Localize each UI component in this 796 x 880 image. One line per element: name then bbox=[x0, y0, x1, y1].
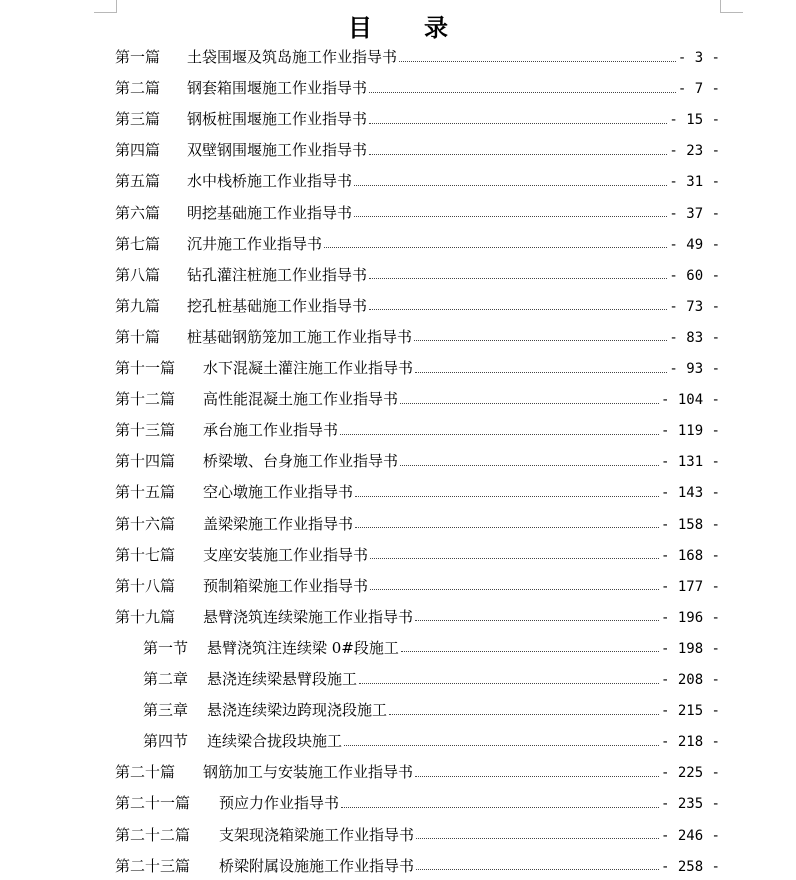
toc-entry-title: 水下混凝土灌注施工作业指导书 bbox=[203, 359, 414, 377]
toc-dot-leader bbox=[324, 247, 667, 248]
toc-entry-number: 第十七篇 bbox=[115, 545, 176, 564]
toc-entry-number: 第二十二篇 bbox=[115, 825, 191, 844]
toc-heading-char-1: 目 bbox=[348, 13, 372, 42]
toc-entry[interactable] bbox=[115, 170, 720, 192]
toc-entry-page: - 131 - bbox=[660, 454, 720, 471]
toc-dot-leader bbox=[400, 465, 659, 466]
toc-dot-leader bbox=[369, 278, 667, 279]
toc-entry-number: 第二十三篇 bbox=[115, 856, 191, 875]
toc-entry[interactable] bbox=[115, 419, 720, 441]
toc-entry-number: 第九篇 bbox=[115, 296, 161, 315]
toc-entry[interactable] bbox=[115, 326, 720, 348]
toc-entry-title: 盖梁梁施工作业指导书 bbox=[203, 514, 354, 533]
toc-entry-number: 第三篇 bbox=[115, 110, 161, 129]
toc-dot-leader bbox=[400, 403, 659, 404]
toc-entry-number: 第十三篇 bbox=[115, 421, 176, 440]
toc-entry[interactable] bbox=[115, 108, 720, 130]
toc-dot-leader bbox=[369, 123, 667, 124]
toc-entry-title: 桥梁附属设施施工作业指导书 bbox=[219, 856, 415, 875]
toc-entry-title: 空心墩施工作业指导书 bbox=[203, 483, 354, 502]
toc-entry-page: - 218 - bbox=[660, 734, 720, 751]
toc-entry-page: - 235 - bbox=[660, 796, 720, 813]
toc-entry-title: 预应力作业指导书 bbox=[219, 794, 340, 813]
toc-entry-page: - 104 - bbox=[660, 392, 720, 409]
toc-dot-leader bbox=[415, 776, 659, 777]
toc-entry[interactable] bbox=[115, 295, 720, 317]
toc-entry[interactable] bbox=[115, 513, 720, 535]
toc-entry-title: 钢筋加工与安装施工作业指导书 bbox=[203, 763, 414, 782]
toc-entry-page: - 119 - bbox=[660, 423, 720, 440]
toc-dot-leader bbox=[399, 61, 676, 62]
toc-entry-page: - 168 - bbox=[660, 547, 720, 564]
toc-entry-title: 桥梁墩、台身施工作业指导书 bbox=[203, 452, 399, 471]
toc-entry-page: - 60 - bbox=[669, 267, 720, 284]
toc-entry-number: 第十四篇 bbox=[115, 452, 176, 471]
toc-dot-leader bbox=[415, 372, 667, 373]
toc-entry-number: 第三章 bbox=[143, 701, 189, 720]
toc-entry-title: 明挖基础施工作业指导书 bbox=[187, 203, 353, 222]
toc-entry-title: 沉井施工作业指导书 bbox=[187, 234, 323, 253]
toc-entry-title: 挖孔桩基础施工作业指导书 bbox=[187, 296, 368, 315]
toc-entry-title: 水中栈桥施工作业指导书 bbox=[187, 172, 353, 191]
toc-entry[interactable] bbox=[115, 824, 720, 846]
toc-dot-leader bbox=[354, 216, 667, 217]
toc-entry-title: 双壁钢围堰施工作业指导书 bbox=[187, 141, 368, 160]
toc-entry-page: - 215 - bbox=[660, 703, 720, 720]
toc-dot-leader bbox=[414, 340, 667, 341]
toc-entry[interactable] bbox=[143, 730, 720, 752]
toc-entry-title: 桩基础钢筋笼加工施工作业指导书 bbox=[187, 327, 413, 346]
toc-entry-number: 第十八篇 bbox=[115, 576, 176, 595]
toc-entry[interactable] bbox=[115, 264, 720, 286]
toc-dot-leader bbox=[355, 527, 659, 528]
toc-entry[interactable] bbox=[115, 606, 720, 628]
toc-dot-leader bbox=[359, 683, 659, 684]
toc-dot-leader bbox=[369, 154, 667, 155]
toc-entry-title: 钢套箱围堰施工作业指导书 bbox=[187, 79, 368, 98]
toc-entry-number: 第十一篇 bbox=[115, 359, 176, 377]
toc-entry-page: - 158 - bbox=[660, 516, 720, 533]
toc-entry[interactable] bbox=[115, 575, 720, 597]
toc-dot-leader bbox=[415, 620, 659, 621]
toc-entry-page: - 93 - bbox=[669, 361, 720, 377]
toc-entry-title: 预制箱梁施工作业指导书 bbox=[203, 576, 369, 595]
toc-entry-title: 支架现浇箱梁施工作业指导书 bbox=[219, 825, 415, 844]
toc-entry-title: 支座安装施工作业指导书 bbox=[203, 545, 369, 564]
toc-entry-page: - 49 - bbox=[669, 236, 720, 253]
toc-entry-number: 第四节 bbox=[143, 732, 189, 751]
toc-entry-number: 第十九篇 bbox=[115, 607, 176, 626]
toc-entry-page: - 3 - bbox=[677, 50, 720, 66]
toc-entry-page: - 177 - bbox=[660, 578, 720, 595]
toc-entry-page: - 143 - bbox=[660, 485, 720, 502]
toc-entry-title: 连续梁合拢段块施工 bbox=[207, 732, 343, 751]
toc-dot-leader bbox=[370, 589, 659, 590]
toc-dot-leader bbox=[344, 745, 659, 746]
toc-entry-page: - 196 - bbox=[660, 609, 720, 626]
toc-entry-number: 第十五篇 bbox=[115, 483, 176, 502]
toc-entry-number: 第八篇 bbox=[115, 265, 161, 284]
toc-entry-title: 钻孔灌注桩施工作业指导书 bbox=[187, 265, 368, 284]
toc-entry-title: 高性能混凝土施工作业指导书 bbox=[203, 390, 399, 409]
toc-entry[interactable] bbox=[143, 699, 720, 721]
toc-entry[interactable] bbox=[115, 761, 720, 783]
toc-entry-page: - 246 - bbox=[660, 827, 720, 844]
toc-entry-page: - 15 - bbox=[669, 112, 720, 129]
toc-entry-title: 悬浇连续梁悬臂段施工 bbox=[207, 670, 358, 688]
toc-heading bbox=[0, 8, 796, 43]
toc-dot-leader bbox=[369, 309, 667, 310]
toc-entry[interactable] bbox=[115, 357, 720, 379]
toc-entry[interactable] bbox=[115, 233, 720, 255]
toc-entry-number: 第七篇 bbox=[115, 234, 161, 253]
toc-heading-char-2: 录 bbox=[424, 13, 448, 42]
toc-entry[interactable] bbox=[115, 46, 720, 68]
toc-entry[interactable] bbox=[115, 544, 720, 566]
toc-entry-number: 第十六篇 bbox=[115, 514, 176, 533]
toc-dot-leader bbox=[369, 92, 676, 93]
toc-entry[interactable] bbox=[115, 450, 720, 472]
toc-entry-page: - 198 - bbox=[660, 640, 720, 657]
toc-entry-page: - 31 - bbox=[669, 174, 720, 191]
toc-dot-leader bbox=[340, 434, 659, 435]
toc-entry-number: 第四篇 bbox=[115, 141, 161, 160]
toc-entry-page: - 225 - bbox=[660, 765, 720, 782]
toc-entry-page: - 37 - bbox=[669, 205, 720, 222]
toc-entry[interactable] bbox=[115, 139, 720, 161]
toc-entry[interactable] bbox=[143, 637, 720, 659]
toc-entry[interactable] bbox=[115, 792, 720, 814]
toc-entry-number: 第五篇 bbox=[115, 172, 161, 191]
toc-dot-leader bbox=[341, 807, 659, 808]
toc-dot-leader bbox=[416, 869, 659, 870]
toc-entry-number: 第二章 bbox=[143, 670, 189, 688]
toc-entry[interactable] bbox=[115, 855, 720, 877]
toc-entry-title: 承台施工作业指导书 bbox=[203, 421, 339, 440]
toc-entry-number: 第二篇 bbox=[115, 79, 161, 98]
toc-entry-number: 第十篇 bbox=[115, 327, 161, 346]
toc-entry[interactable] bbox=[115, 77, 720, 99]
toc-entry-number: 第一节 bbox=[143, 638, 189, 657]
toc-dot-leader bbox=[401, 651, 659, 652]
toc-entry-number: 第十二篇 bbox=[115, 390, 176, 409]
toc-entry-page: - 258 - bbox=[660, 858, 720, 875]
toc-dot-leader bbox=[354, 185, 667, 186]
toc-dot-leader bbox=[370, 558, 659, 559]
toc-entry-title: 悬浇连续梁边跨现浇段施工 bbox=[207, 701, 388, 720]
toc-entry-page: - 7 - bbox=[677, 81, 720, 98]
toc-entry[interactable] bbox=[115, 481, 720, 503]
toc-entry-number: 第二十一篇 bbox=[115, 794, 191, 813]
toc-entry-number: 第一篇 bbox=[115, 48, 161, 66]
toc-entry-title: 悬臂浇筑注连续梁 0#段施工 bbox=[207, 638, 399, 657]
toc-entry-page: - 23 - bbox=[669, 143, 720, 160]
toc-dot-leader bbox=[389, 714, 659, 715]
toc-entry-title: 悬臂浇筑连续梁施工作业指导书 bbox=[203, 607, 414, 626]
toc-entry-number: 第二十篇 bbox=[115, 763, 176, 782]
toc-entry-title: 钢板桩围堰施工作业指导书 bbox=[187, 110, 368, 129]
toc-entry[interactable] bbox=[115, 388, 720, 410]
toc-entry-number: 第六篇 bbox=[115, 203, 161, 222]
toc-entry-title: 土袋围堰及筑岛施工作业指导书 bbox=[187, 48, 398, 66]
toc-entry-page: - 208 - bbox=[660, 672, 720, 688]
toc-entry-page: - 83 - bbox=[669, 329, 720, 346]
toc-entry[interactable] bbox=[143, 668, 720, 690]
toc-dot-leader bbox=[355, 496, 659, 497]
toc-dot-leader bbox=[416, 838, 659, 839]
toc-entry[interactable] bbox=[115, 202, 720, 224]
toc-entry-page: - 73 - bbox=[669, 298, 720, 315]
